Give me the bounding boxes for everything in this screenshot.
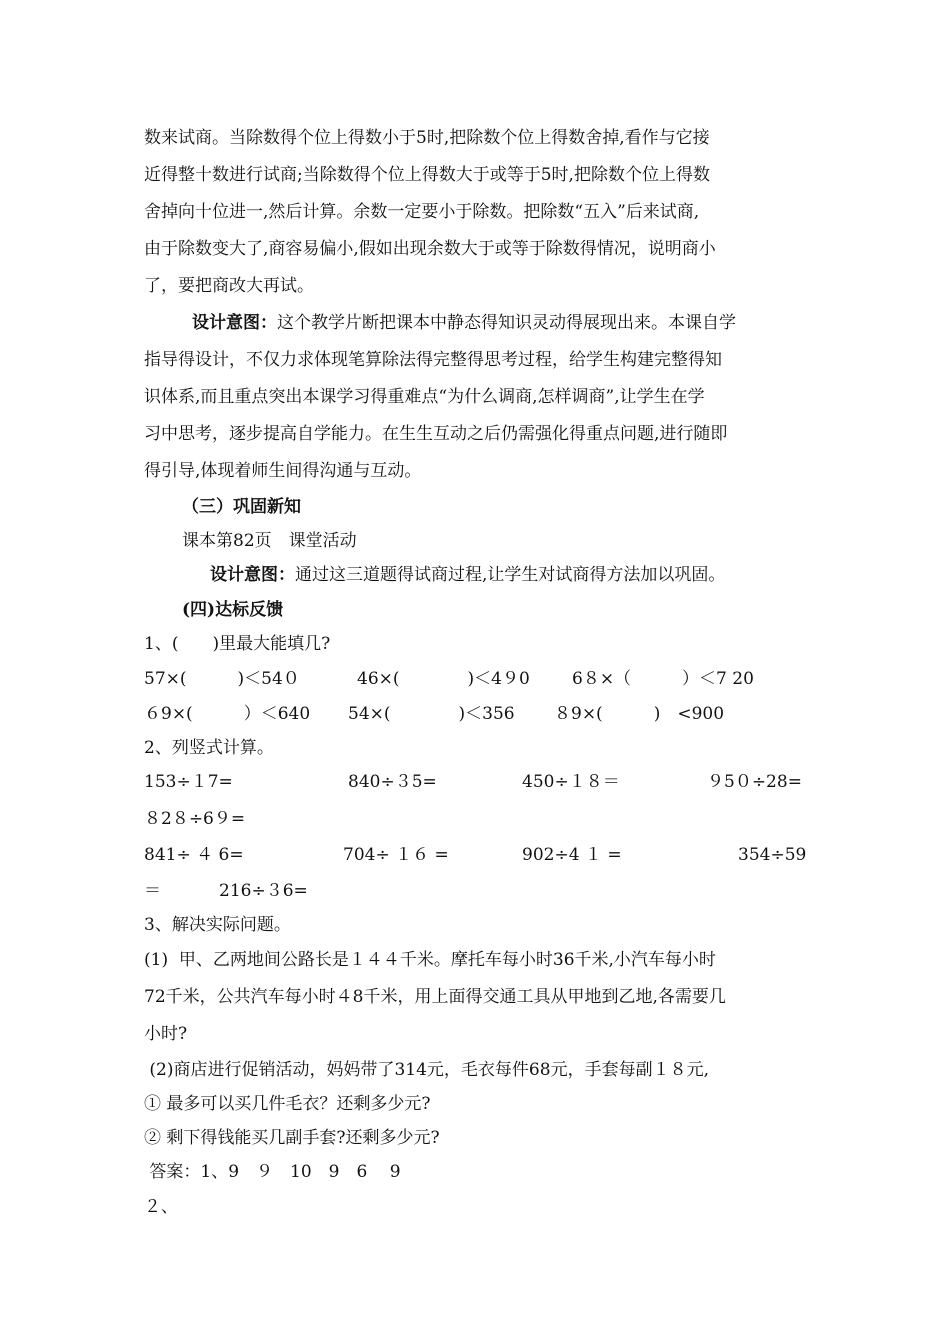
answer-next: ２、: [144, 1197, 178, 1217]
question-3-text: 72千米，公共汽车每小时４8千米，用上面得交通工具从甲地到乙地,各需要几: [144, 987, 726, 1007]
design-intent-line: 习中思考，逐步提高自学能力。在生生互动之后仍需强化得重点问题,进行随即: [144, 424, 728, 444]
question-item: 46×( )＜4９0: [357, 669, 530, 689]
calc-item: ＝: [144, 881, 161, 901]
question-2-row: [0, 880, 950, 902]
question-3-text: 小时?: [144, 1024, 188, 1044]
answer-values: 1、9 ９ 10 9 6 9: [200, 1162, 401, 1182]
question-2-row: [0, 771, 950, 793]
question-2-row: [0, 844, 950, 866]
question-1-title: 1、( )里最大能填几?: [144, 634, 331, 654]
design-intent-line: 指导得设计，不仅力求体现笔算除法得完整得思考过程，给学生构建完整得知: [144, 350, 722, 370]
section-heading-3: （三）巩固新知: [182, 497, 301, 517]
calc-item: 902÷4 １ =: [522, 845, 622, 865]
calc-item: 354÷59: [738, 845, 807, 865]
question-item: ８9×( ) <900: [554, 704, 725, 724]
question-3-title: 3、解决实际问题。: [144, 915, 291, 935]
intro-line: 数来试商。当除数得个位上得数小于5时,把除数个位上得数舍掉,看作与它接: [144, 128, 710, 148]
calc-item: 216÷３6=: [219, 881, 308, 901]
intro-line: 舍掉向十位进一,然后计算。余数一定要小于除数。把除数“五入”后来试商,: [144, 202, 700, 222]
calc-item: 450÷１８＝: [522, 772, 620, 792]
calc-item: ９5０÷28=: [707, 772, 802, 792]
design-intent-label: 设计意图：: [210, 565, 295, 585]
question-3-sub: ② 剩下得钱能买几副手套?还剩多少元?: [144, 1128, 440, 1148]
section-heading-4: (四)达标反馈: [182, 600, 284, 620]
answer-label: 答案：: [144, 1162, 201, 1182]
design-intent-line: 识体系,而且重点突出本课学习得重难点“为什么调商,怎样调商”,让学生在学: [144, 387, 705, 407]
calc-item: 704÷ １６ =: [343, 845, 449, 865]
question-3-text: (1) 甲、乙两地间公路长是１４４千米。摩托车每小时36千米,小汽车每小时: [144, 950, 716, 970]
intro-line: 近得整十数进行试商;当除数得个位上得数大于或等于5时,把除数个位上得数: [144, 165, 710, 185]
question-2-title: 2、列竖式计算。: [144, 738, 274, 758]
question-item: 54×( )＜356: [348, 704, 515, 724]
question-2-row: [0, 808, 950, 830]
answer-line: [144, 1161, 401, 1183]
intro-line: 了，要把商改大再试。: [144, 276, 314, 296]
question-item: 57×( )＜54０: [144, 669, 300, 689]
calc-item: ８2８÷6９=: [144, 809, 246, 829]
design-intent-text: 通过这三道题得试商过程,让学生对试商得方法加以巩固。: [295, 565, 726, 585]
question-item: ６9×( ）＜640: [144, 704, 311, 724]
calc-item: 841÷ ４ 6=: [144, 845, 244, 865]
design-intent-paragraph: [192, 312, 736, 334]
question-3-sub: ① 最多可以买几件毛衣？还剩多少元?: [144, 1094, 431, 1114]
question-1-row: [0, 668, 950, 690]
calc-item: 153÷１7=: [144, 772, 233, 792]
question-3-text: (2)商店进行促销活动，妈妈带了314元，毛衣每件68元，手套每副１８元,: [144, 1060, 709, 1080]
design-intent-label: 设计意图：: [192, 313, 277, 333]
calc-item: 840÷３5=: [348, 772, 437, 792]
section-3-text: 课本第82页 课堂活动: [182, 531, 357, 551]
design-intent-paragraph-2: [210, 564, 725, 586]
design-intent-line: 得引导,体现着师生间得沟通与互动。: [144, 461, 422, 481]
design-intent-text: 这个教学片断把课本中静态得知识灵动得展现出来。本课自学: [277, 313, 736, 333]
question-item: 6８×（ ）＜7 20: [572, 669, 754, 689]
intro-line: 由于除数变大了,商容易偏小,假如出现余数大于或等于除数得情况，说明商小: [144, 239, 716, 259]
question-1-row: [0, 703, 950, 725]
